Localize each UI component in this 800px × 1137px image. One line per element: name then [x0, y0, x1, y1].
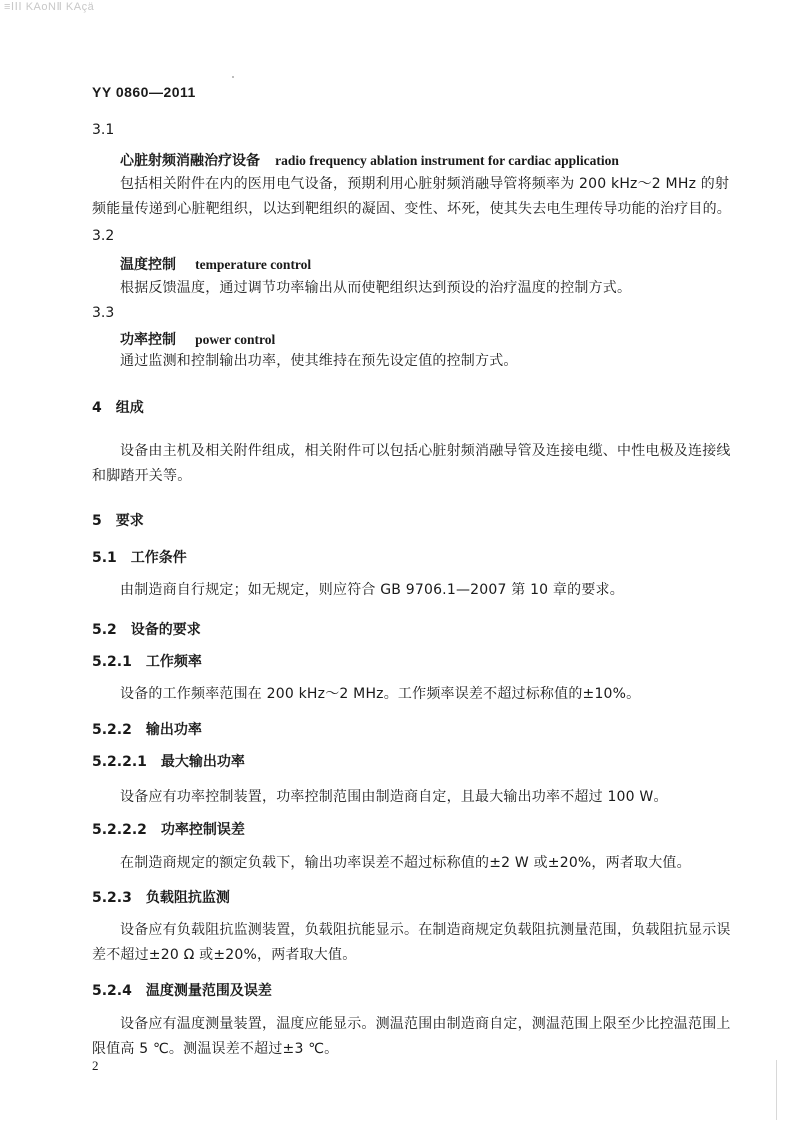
section-heading-4: 4 组成	[92, 400, 144, 416]
term-3-2	[120, 254, 311, 274]
page-number: 2	[92, 1058, 99, 1073]
term-zh: 温度控制	[120, 257, 176, 273]
section-heading-5-2-3: 5.2.3 负载阻抗监测	[92, 890, 230, 906]
definition-3-3: 通过监测和控制输出功率，使其维持在预先设定值的控制方式。	[120, 353, 518, 369]
section-heading-5-2: 5.2 设备的要求	[92, 622, 201, 638]
section-5-1-body: 由制造商自行规定；如无规定，则应符合 GB 9706.1—2007 第 10 章的要求。	[120, 582, 624, 598]
scan-speck	[232, 76, 234, 78]
section-5-2-4-body: 设备应有温度测量装置，温度应能显示。测温范围由制造商自定，测温范围上限至少比控温范围上限值高 5 ℃。测温误差不超过±3 ℃。	[92, 1016, 731, 1057]
section-heading-5-2-4: 5.2.4 温度测量范围及误差	[92, 983, 272, 999]
definition-3-1: 包括相关附件在内的医用电气设备，预期利用心脏射频消融导管将频率为 200 kHz～2 MHz 的射频能量传递到心脏靶组织，以达到靶组织的凝固、变性、坏死，使其失去电生理传导功能的治疗目的。	[92, 176, 731, 217]
term-en: radio frequency ablation instrument for cardiac application	[275, 153, 619, 168]
scan-edge-line	[776, 1060, 777, 1120]
section-5-2-3-body: 设备应有负载阻抗监测装置，负载阻抗能显示。在制造商规定负载阻抗测量范围，负载阻抗显示误差不超过±20 Ω 或±20%，两者取大值。	[92, 922, 731, 963]
section-number-3-1: 3.1	[92, 122, 115, 138]
term-en: power control	[195, 332, 276, 347]
section-number-3-3: 3.3	[92, 305, 115, 321]
section-heading-5-1: 5.1 工作条件	[92, 550, 187, 566]
term-3-3	[120, 329, 275, 349]
section-heading-5-2-2-1: 5.2.2.1 最大输出功率	[92, 754, 245, 770]
scan-corner-text: ≡ⅠⅠⅠ KAoNⅡ KAçä	[4, 1, 95, 13]
section-5-2-2-1-body: 设备应有功率控制装置，功率控制范围由制造商自定，且最大输出功率不超过 100 W。	[120, 789, 668, 805]
section-5-2-2-2-body: 在制造商规定的额定负载下，输出功率误差不超过标称值的±2 W 或±20%，两者取大值。	[120, 855, 691, 871]
definition-3-2: 根据反馈温度，通过调节功率输出从而使靶组织达到预设的治疗温度的控制方式。	[120, 280, 632, 296]
section-4-body: 设备由主机及相关附件组成，相关附件可以包括心脏射频消融导管及连接电缆、中性电极及连接线和脚踏开关等。	[92, 443, 731, 484]
section-heading-5: 5 要求	[92, 513, 144, 529]
section-heading-5-2-2: 5.2.2 输出功率	[92, 722, 202, 738]
term-zh: 功率控制	[120, 332, 176, 348]
section-heading-5-2-2-2: 5.2.2.2 功率控制误差	[92, 822, 245, 838]
term-zh: 心脏射频消融治疗设备	[120, 153, 260, 169]
term-3-1	[120, 150, 619, 170]
running-header: YY 0860—2011	[92, 84, 196, 100]
section-heading-5-2-1: 5.2.1 工作频率	[92, 654, 202, 670]
section-5-2-1-body: 设备的工作频率范围在 200 kHz～2 MHz。工作频率误差不超过标称值的±10%。	[120, 686, 641, 702]
term-en: temperature control	[195, 257, 312, 272]
section-number-3-2: 3.2	[92, 228, 115, 244]
